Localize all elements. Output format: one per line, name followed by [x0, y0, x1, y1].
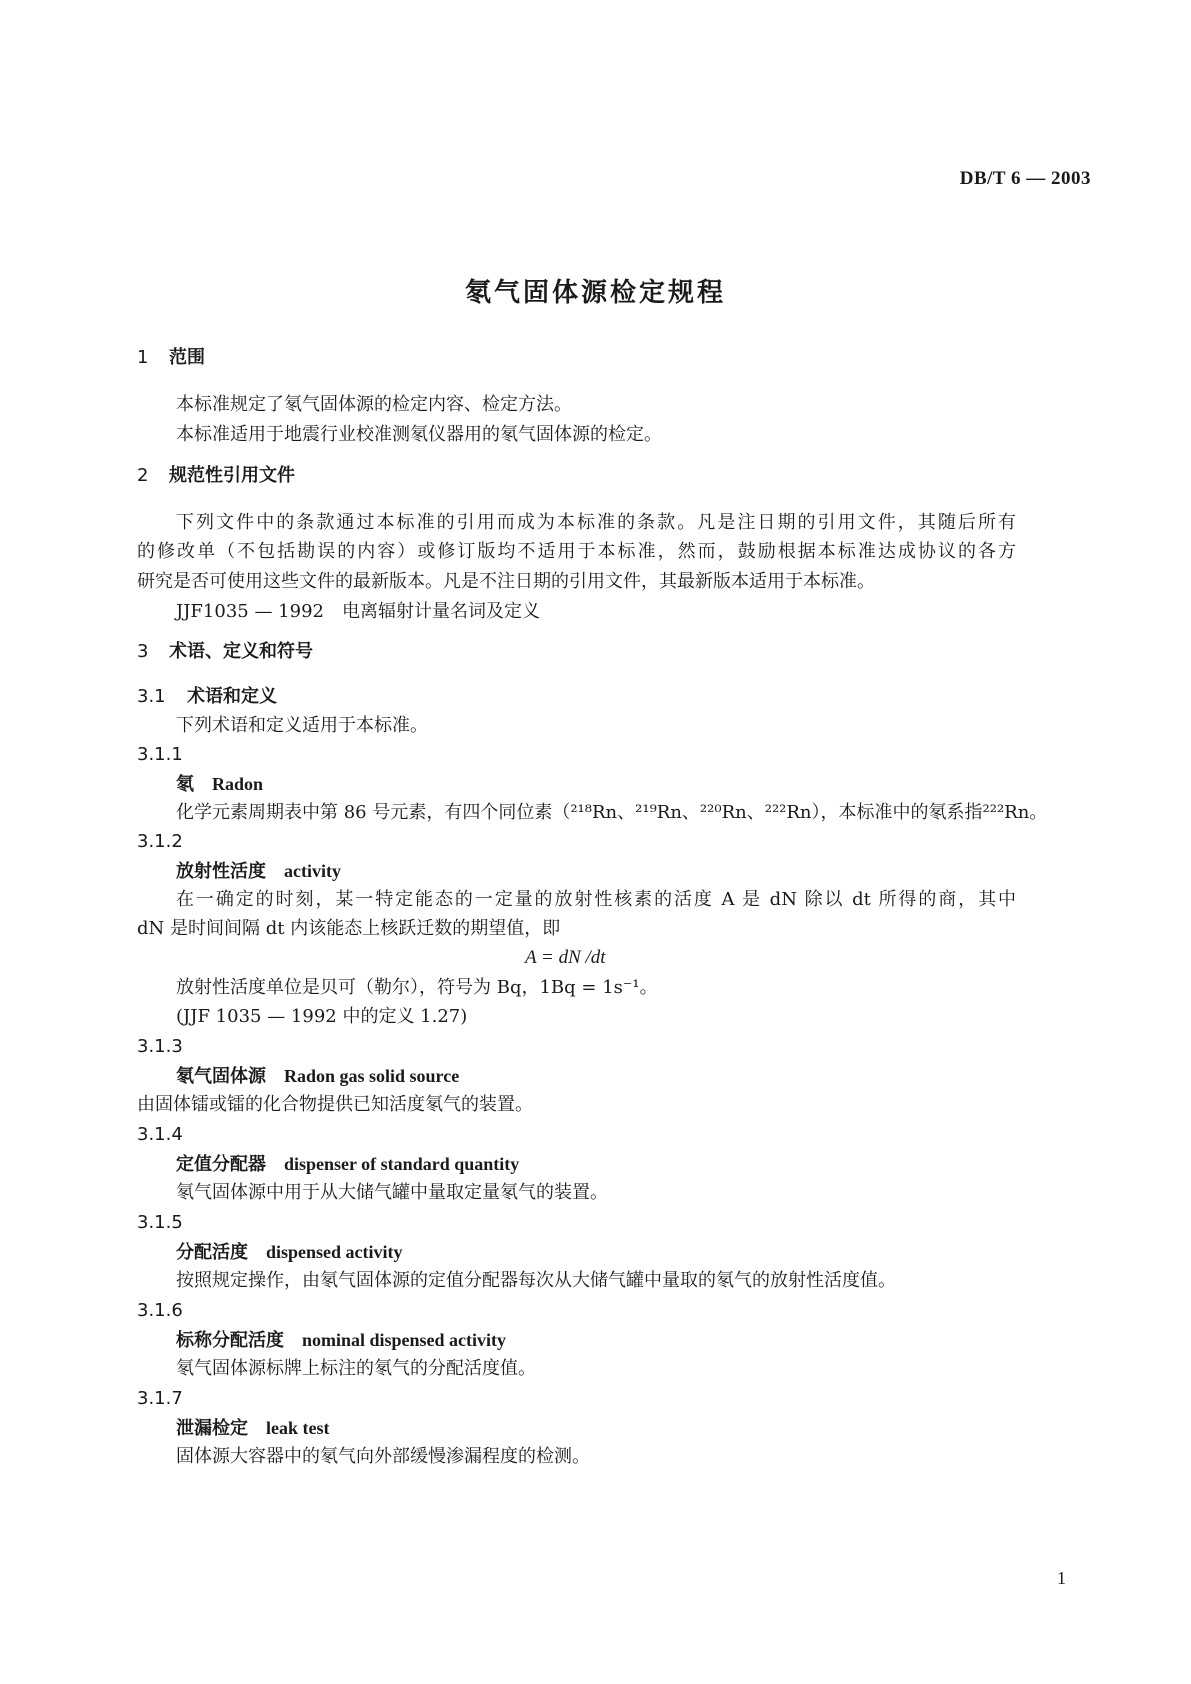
- page-number: 1: [1057, 1568, 1066, 1588]
- formula: A = dN /dt: [525, 947, 606, 968]
- term-heading: [176, 860, 341, 883]
- term-number: 3.1.3: [137, 1036, 183, 1057]
- term-number: 3.1.2: [137, 831, 183, 852]
- term-number: 3.1.4: [137, 1124, 183, 1145]
- term-definition: 氡气固体源中用于从大储气罐中量取定量氡气的装置。: [176, 1182, 608, 1203]
- paragraph: 本标准适用于地震行业校准测氡仪器用的氡气固体源的检定。: [176, 424, 662, 445]
- standard-code: DB/T 6 — 2003: [959, 168, 1091, 189]
- paragraph-line: 的修改单（不包括勘误的内容）或修订版均不适用于本标准，然而，鼓励根据本标准达成协议的各方: [137, 541, 1016, 562]
- section-heading-2: [137, 465, 295, 487]
- paragraph: 下列术语和定义适用于本标准。: [176, 715, 428, 736]
- term-definition: 由固体镭或镭的化合物提供已知活度氡气的装置。: [137, 1094, 533, 1115]
- term-heading: [176, 773, 263, 796]
- term-cn: 放射性活度: [176, 861, 266, 882]
- term-heading: [176, 1241, 403, 1264]
- term-number: 3.1.5: [137, 1212, 183, 1233]
- term-cn: 氡气固体源: [176, 1066, 266, 1087]
- paragraph-line: 研究是否可使用这些文件的最新版本。凡是不注日期的引用文件，其最新版本适用于本标准。: [137, 571, 875, 592]
- term-en: Radon gas solid source: [284, 1066, 460, 1086]
- section-heading-3: [137, 641, 313, 663]
- section-title: 规范性引用文件: [169, 465, 295, 486]
- term-definition: 固体源大容器中的氡气向外部缓慢渗漏程度的检测。: [176, 1446, 590, 1467]
- term-definition: 化学元素周期表中第 86 号元素，有四个同位素（²¹⁸Rn、²¹⁹Rn、²²⁰Rn、²²²Rn），本标准中的氡系指²²²Rn。: [176, 802, 1048, 823]
- term-definition: 按照规定操作，由氡气固体源的定值分配器每次从大储气罐中量取的氡气的放射性活度值。: [176, 1270, 896, 1291]
- term-definition: 氡气固体源标牌上标注的氡气的分配活度值。: [176, 1358, 536, 1379]
- term-en: activity: [284, 861, 341, 881]
- term-en: leak test: [266, 1418, 330, 1438]
- term-heading: [176, 1417, 329, 1440]
- term-number: 3.1.1: [137, 744, 183, 765]
- section-number: 3.1: [137, 686, 166, 707]
- term-number: 3.1.6: [137, 1300, 183, 1321]
- paragraph-line: 下列文件中的条款通过本标准的引用而成为本标准的条款。凡是注日期的引用文件，其随后所有: [176, 512, 1016, 533]
- section-number: 3: [137, 641, 149, 662]
- term-cn: 定值分配器: [176, 1154, 266, 1175]
- document-title: 氡气固体源检定规程: [464, 278, 726, 308]
- paragraph: 本标准规定了氡气固体源的检定内容、检定方法。: [176, 394, 572, 415]
- term-cn: 泄漏检定: [176, 1418, 248, 1439]
- section-number: 2: [137, 465, 149, 486]
- section-heading-1: [137, 347, 205, 369]
- term-en: dispensed activity: [266, 1242, 403, 1262]
- term-cn: 氡: [176, 774, 194, 795]
- term-definition-line: dN 是时间间隔 dt 内该能态上核跃迁数的期望值，即: [137, 918, 561, 939]
- term-en: Radon: [212, 774, 264, 794]
- section-number: 1: [137, 347, 149, 368]
- subsection-heading-3-1: [137, 686, 277, 708]
- term-en: dispenser of standard quantity: [284, 1154, 520, 1174]
- section-title: 术语和定义: [187, 686, 277, 707]
- section-title: 术语、定义和符号: [169, 641, 313, 662]
- term-definition-line: 在一确定的时刻，某一特定能态的一定量的放射性核素的活度 A 是 dN 除以 dt 所得的商，其中: [176, 889, 1016, 910]
- term-heading: [176, 1153, 519, 1176]
- section-title: 范围: [169, 347, 205, 368]
- term-cn: 标称分配活度: [176, 1330, 284, 1351]
- source-note: (JJF 1035 — 1992 中的定义 1.27): [176, 1006, 468, 1027]
- term-en: nominal dispensed activity: [302, 1330, 507, 1350]
- reference-item: JJF1035 — 1992 电离辐射计量名词及定义: [176, 601, 540, 622]
- term-number: 3.1.7: [137, 1388, 183, 1409]
- term-heading: [176, 1065, 459, 1088]
- term-heading: [176, 1329, 506, 1352]
- term-cn: 分配活度: [176, 1242, 248, 1263]
- unit-note: 放射性活度单位是贝可（勒尔），符号为 Bq，1Bq = 1s⁻¹。: [176, 977, 658, 998]
